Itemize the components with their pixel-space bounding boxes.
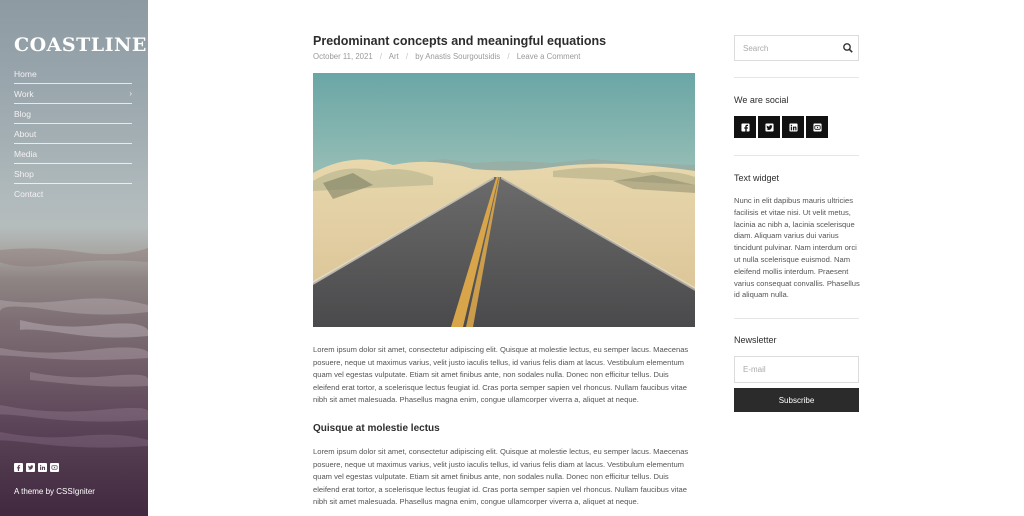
twitter-icon[interactable]	[26, 463, 35, 472]
post-meta	[313, 52, 580, 61]
nav-item-home[interactable]	[14, 64, 132, 84]
facebook-icon[interactable]	[734, 116, 756, 138]
post-subheading: Quisque at molestie lectus	[313, 423, 440, 434]
post-comments-link[interactable]: Leave a Comment	[516, 52, 581, 61]
post-date[interactable]: October 11, 2021	[313, 52, 373, 61]
nav-item-shop[interactable]	[14, 164, 132, 184]
chevron-right-icon[interactable]: ›	[129, 89, 132, 98]
email-field[interactable]	[734, 356, 859, 383]
social-widget-title: We are social	[734, 95, 789, 105]
newsletter-widget-title: Newsletter	[734, 335, 777, 345]
widget-divider	[734, 155, 859, 156]
widget-divider	[734, 77, 859, 78]
post-paragraph: Lorem ipsum dolor sit amet, consectetur adipiscing elit. Quisque at molestie lectus, eu semper lacus. Maecenas posuere, neque ut maximus varius, velit justo iaculis tellus, id varius felis diam at lacus. Vestibulum elementum quam vel egestas vulputate. Etiam sit amet finibus ante, non sodales nulla. Donec non efficitur tellus. Duis eleifend erat tortor, a scelerisque lectus feugiat id. Cras porta semper sapien vel rhoncus. Nullam faucibus vitae nibh sit amet malesuada. Phasellus magna enim, congue ullamcorper viverra a, aliquet at neque.	[313, 345, 689, 404]
facebook-icon[interactable]	[14, 463, 23, 472]
post-category[interactable]: Art	[388, 52, 399, 61]
nav-item-label: Contact	[14, 189, 44, 199]
nav-item-about[interactable]	[14, 124, 132, 144]
nav-item-label: Blog	[14, 109, 32, 119]
site-sidebar	[0, 0, 148, 516]
search-input[interactable]	[734, 35, 859, 61]
nav-item-work[interactable]	[14, 84, 132, 104]
sidebar-social-links	[14, 463, 59, 472]
nav-item-label: Home	[14, 69, 37, 79]
twitter-icon[interactable]	[758, 116, 780, 138]
linkedin-icon[interactable]	[38, 463, 47, 472]
linkedin-icon[interactable]	[782, 116, 804, 138]
nav-item-media[interactable]	[14, 144, 132, 164]
meta-separator: /	[379, 52, 383, 61]
search-icon[interactable]	[842, 41, 854, 53]
text-widget-body: Nunc in elit dapibus mauris ultricies facilisis et vitae nisi. Ut velit metus, lacinia ac nibh a, lacinia scelerisque diam. Aliquam varius dui varius tincidunt pulvinar. Nam interdum orci ut nulla scelerisque euismod. Nam eleifend mollis interdum. Praesent varius consequat convallis. Phasellus id aliquam nulla.	[734, 196, 860, 300]
nav-item-blog[interactable]	[14, 104, 132, 124]
text-widget-title: Text widget	[734, 173, 780, 183]
nav-item-label: Shop	[14, 169, 34, 179]
nav-item-label: Work	[14, 89, 34, 99]
meta-separator: /	[405, 52, 409, 61]
nav-item-contact[interactable]	[14, 184, 132, 204]
site-logo[interactable]: COASTLINE	[14, 34, 147, 56]
main-navigation	[14, 64, 132, 204]
post-paragraph: Lorem ipsum dolor sit amet, consectetur adipiscing elit. Quisque at molestie lectus, eu semper lacus. Maecenas posuere, neque ut maximus varius, velit justo iaculis tellus, id varius felis diam at lacus. Vestibulum elementum quam vel egestas vulputate. Etiam sit amet finibus ante, non sodales nulla. Donec non efficitur tellus. Duis eleifend erat tortor, a scelerisque lectus feugiat id. Cras porta semper sapien vel rhoncus. Nullam faucibus vitae nibh sit amet malesuada. Phasellus magna enim, congue ullamcorper viverra a, aliquet at neque.	[313, 447, 689, 506]
theme-credit[interactable]: A theme by CSSIgniter	[14, 487, 95, 496]
featured-image[interactable]	[313, 73, 695, 327]
meta-separator: /	[507, 52, 510, 61]
youtube-icon[interactable]	[806, 116, 828, 138]
nav-item-label: Media	[14, 149, 38, 159]
post-title[interactable]: Predominant concepts and meaningful equations	[313, 34, 607, 48]
widget-divider	[734, 318, 859, 319]
social-widget-links	[734, 116, 828, 138]
youtube-icon[interactable]	[50, 463, 59, 472]
post-author[interactable]: by Anastis Sourgoutsidis	[415, 52, 501, 61]
subscribe-button[interactable]: Subscribe	[734, 388, 859, 412]
nav-item-label: About	[14, 129, 37, 139]
